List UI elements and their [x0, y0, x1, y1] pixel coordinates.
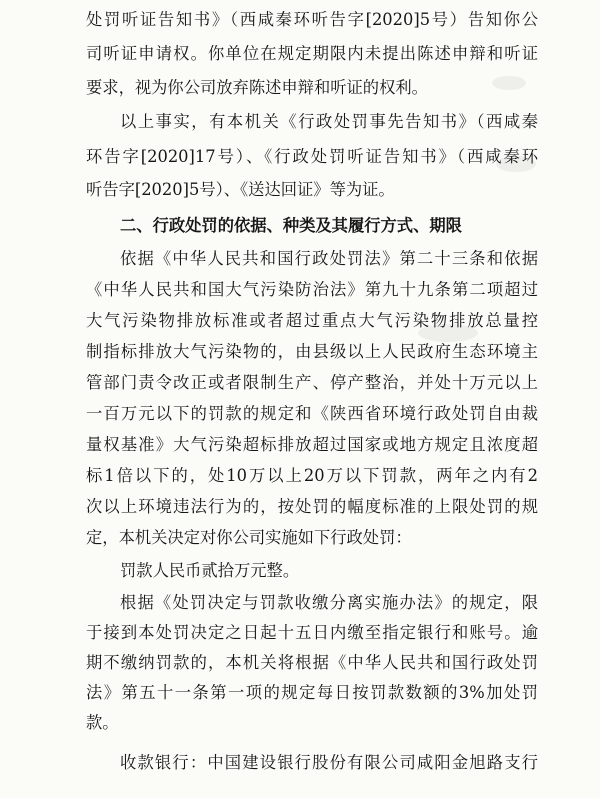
body-line: 量权基准》大气污染超标排放超过国家或地方规定且浓度超 [86, 435, 538, 454]
body-line: 要求，视为你公司放弃陈述申辩和听证的权利。 [86, 78, 428, 97]
body-line: 定，本机关决定对你公司实施如下行政处罚： [86, 528, 412, 547]
penalty-line: 罚款人民币贰拾万元整。 [120, 561, 300, 580]
body-line: 以上事实，有本机关《行政处罚事先告知书》（西咸秦 [120, 112, 538, 131]
body-line: 大气污染物排放标准或者超过重点大气污染物排放总量控 [86, 311, 538, 330]
body-line: 期不缴纳罚款的，本机关将根据《中华人民共和国行政处罚 [86, 653, 538, 672]
body-line: 司听证申请权。你单位在规定期限内未提出陈述申辩和听证 [86, 44, 538, 63]
body-line: 款。 [86, 713, 119, 732]
section-heading: 二、行政处罚的依据、种类及其履行方式、期限 [120, 216, 462, 235]
body-line: 依据《中华人民共和国行政处罚法》第二十三条和依据 [120, 249, 538, 268]
body-line: 标1倍以下的，处10万以上20万以下罚款，两年之内有2 [86, 466, 538, 485]
body-line: 环告字[2020]17号）、《行政处罚听证告知书》（西咸秦环 [86, 147, 538, 166]
body-line: 一百万元以下的罚款的规定和《陕西省环境行政处罚自由裁 [86, 404, 538, 423]
body-line: 于接到本处罚决定之日起十五日内缴至指定银行和账号。逾 [86, 623, 538, 642]
body-line: 管部门责令改正或者限制生产、停产整治，并处十万元以上 [86, 373, 538, 392]
body-line: 《中华人民共和国大气污染防治法》第九十九条第二项超过 [86, 280, 538, 299]
body-line: 处罚听证告知书》（西咸秦环听告字[2020]5号）告知你公 [86, 10, 538, 29]
body-line: 法》第五十一条第一项的规定每日按罚款数额的3%加处罚 [86, 683, 538, 702]
body-line: 次以上环境违法行为的，按处罚的幅度标准的上限处罚的规 [86, 497, 538, 516]
bank-line: 收款银行：中国建设银行股份有限公司咸阳金旭路支行 [120, 753, 538, 772]
body-line: 听告字[2020]5号）、《送达回证》等为证。 [86, 180, 395, 199]
body-line: 制指标排放大气污染物的，由县级以上人民政府生态环境主 [86, 342, 538, 361]
body-line: 根据《处罚决定与罚款收缴分离实施办法》的规定，限 [120, 593, 538, 612]
